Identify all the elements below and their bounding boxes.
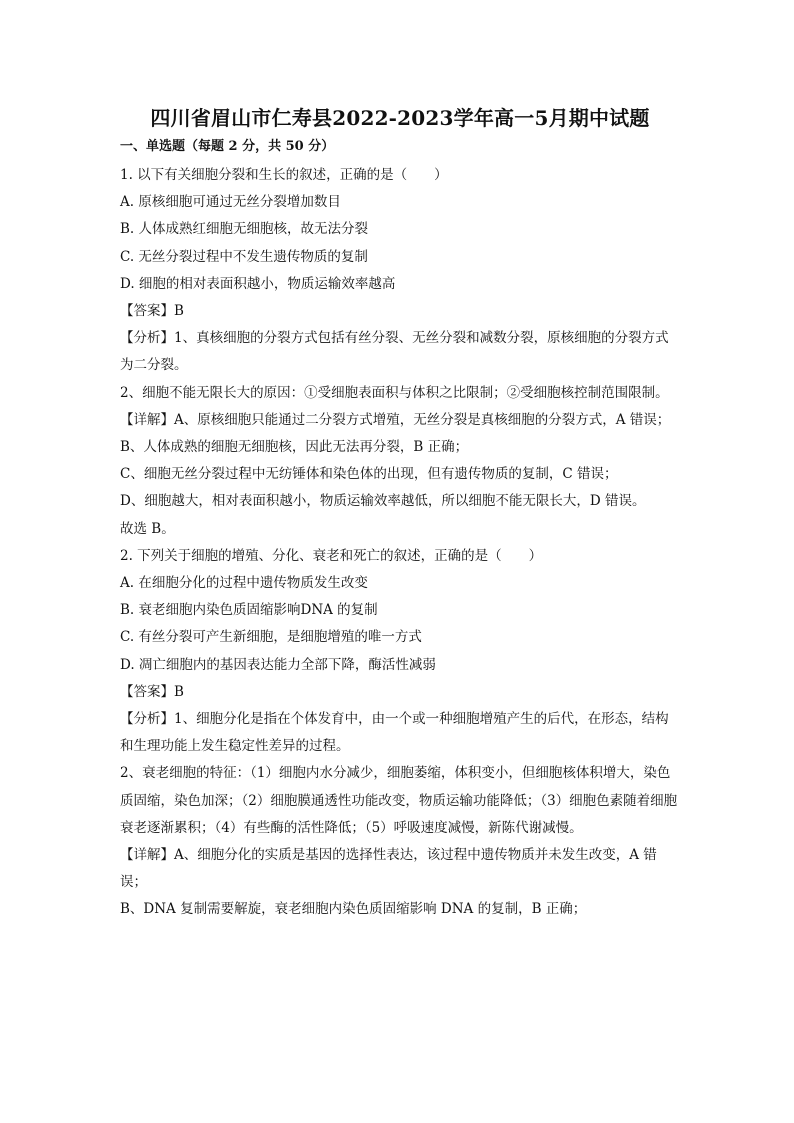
question-2-analysis-2: 2、衰老细胞的特征：（1）细胞内水分减少，细胞萎缩，体积变小，但细胞核体积增大，染色质固缩，染色加深；（2）细胞膜通透性功能改变，物质运输功能降低；（3）细胞色素随着细胞衰老逐渐累积；（4）有些酶的活性降低；（5）呼吸速度减慢，新陈代谢减慢。 [120,765,678,836]
question-2-option-d: D. 凋亡细胞内的基因表达能力全部下降，酶活性减弱 [120,656,436,673]
question-1-option-c: C. 无丝分裂过程中不发生遗传物质的复制 [120,248,368,265]
question-1-analysis-2: 2、细胞不能无限长大的原因：①受细胞表面积与体积之比限制；②受细胞核控制范围限制。 [120,384,669,401]
question-1 [120,162,680,543]
question-1-option-a: A. 原核细胞可通过无丝分裂增加数目 [120,194,341,211]
question-2-option-c: C. 有丝分裂可产生新细胞，是细胞增殖的唯一方式 [120,629,422,646]
question-2-option-a: A. 在细胞分化的过程中遗传物质发生改变 [120,575,368,592]
question-1-detail-b: B、人体成熟的细胞无细胞核，因此无法再分裂，B 正确； [120,439,469,456]
question-2-detail-b: B、DNA 复制需要解旋，衰老细胞内染色质固缩影响 DNA 的复制，B 正确； [120,901,587,918]
question-1-detail-a: 【详解】A、原核细胞只能通过二分裂方式增殖，无丝分裂是真核细胞的分裂方式，A 错误； [120,411,671,428]
question-2-analysis-1: 【分析】1、细胞分化是指在个体发育中，由一个或一种细胞增殖产生的后代，在形态，结构和生理功能上发生稳定性差异的过程。 [120,711,669,755]
question-2 [120,543,680,924]
question-1-detail-c: C、细胞无丝分裂过程中无纺锤体和染色体的出现，但有遗传物质的复制，C 错误； [120,466,618,483]
question-2-stem: 2. 下列关于细胞的增殖、分化、衰老和死亡的叙述，正确的是（ ） [120,547,543,564]
question-1-stem: 1. 以下有关细胞分裂和生长的叙述，正确的是（ ） [120,167,448,183]
question-1-detail-d: D、细胞越大，相对表面积越小，物质运输效率越低，所以细胞不能无限长大，D 错误。 [120,493,646,510]
question-2-option-b: B. 衰老细胞内染色质固缩影响DNA 的复制 [120,602,378,619]
page-title: 四川省眉山市仁寿县2022-2023学年高一5月期中试题 [150,106,650,130]
question-1-option-d: D. 细胞的相对表面积越小，物质运输效率越高 [120,275,396,292]
question-2-answer: 【答案】B [120,683,184,700]
section-heading: 一、单选题（每题 2 分，共 50 分） [120,139,335,154]
question-2-detail-a: 【详解】A、细胞分化的实质是基因的选择性表达，该过程中遗传物质并未发生改变，A 错误； [120,847,657,891]
question-1-conclusion: 故选 B。 [120,520,175,537]
question-1-analysis-1: 【分析】1、真核细胞的分裂方式包括有丝分裂、无丝分裂和减数分裂，原核细胞的分裂方式为二分裂。 [120,330,669,374]
question-1-option-b: B. 人体成熟红细胞无细胞核，故无法分裂 [120,221,369,238]
question-1-answer: 【答案】B [120,303,184,320]
document-content [120,104,680,924]
